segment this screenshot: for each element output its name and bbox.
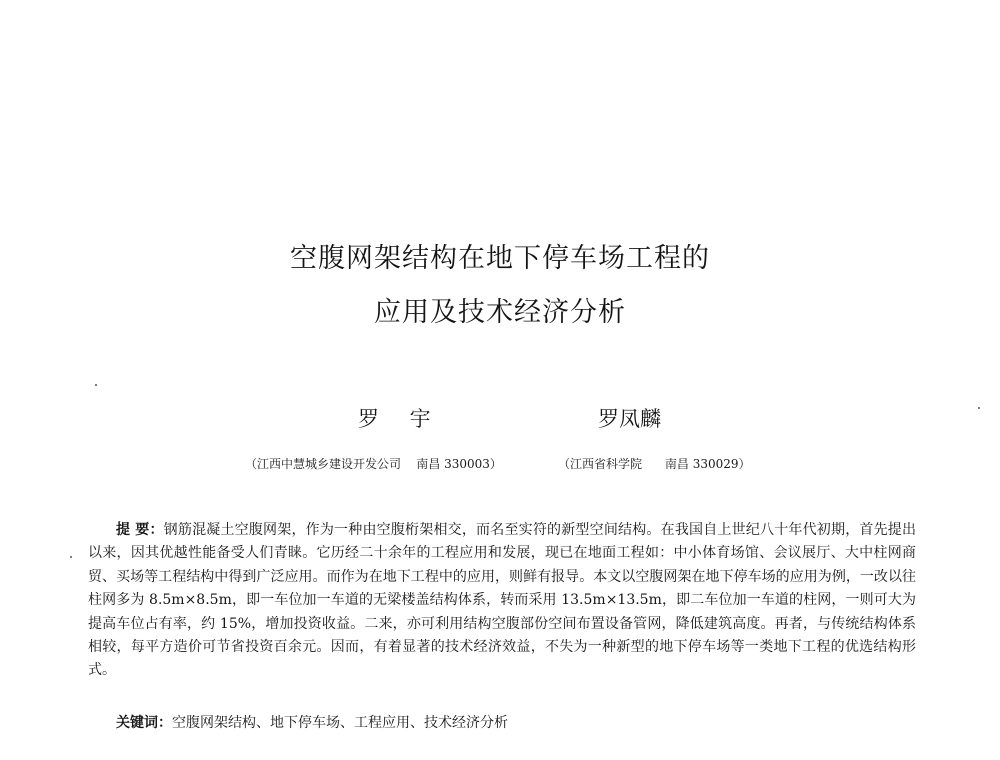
scan-speck	[70, 556, 72, 558]
keywords-label: 关键词：	[116, 715, 172, 731]
abstract-text: 钢筋混凝土空腹网架，作为一种由空腹桁架相交，而名至实符的新型空间结构。在我国自上世纪八十年代初期，首先提出以来，因其优越性能备受人们青睐。它历经二十余年的工程应用和发展，现已在地面工程如：中小体育场馆、会议展厅、大中柱网商贸、买场等工程结构中得到广泛应用。而作为在地下工程中的应用，则鲜有报导。本文以空腹网架在地下停车场的应用为例，一改以往柱网多为 8.5m×8.5m，即一车位加一车道的无梁楼盖结构体系，转而采用 13.5m×13.5m，即二车位加一车道的柱网，一则可大为提高车位占有率，约 15%，增加投资收益。二来，亦可利用结构空腹部份空间布置设备管网，降低建筑高度。再者，与传统结构体系相较，每平方造价可节省投资百余元。因而，有着显著的技术经济效益，不失为一种新型的地下停车场等一类地下工程的优选结构形式。	[88, 522, 916, 679]
scan-speck	[95, 384, 97, 386]
author-name-1: 罗 宇	[358, 407, 443, 431]
author-affiliation-2: （江西省科学院 南昌 330029）	[558, 457, 751, 471]
abstract-label: 提 要：	[116, 522, 164, 538]
author-affiliation-1: （江西中慧城乡建设开发公司 南昌 330003）	[245, 457, 502, 471]
paper-title-line-1: 空腹网架结构在地下停车场工程的	[290, 243, 710, 274]
author-name-2: 罗凤麟	[598, 407, 661, 431]
abstract	[88, 519, 916, 683]
paper-title-line-2: 应用及技术经济分析	[374, 297, 626, 328]
keywords-text: 空腹网架结构、地下停车场、工程应用、技术经济分析	[172, 715, 508, 731]
keywords	[116, 712, 916, 732]
scan-speck	[978, 407, 980, 409]
